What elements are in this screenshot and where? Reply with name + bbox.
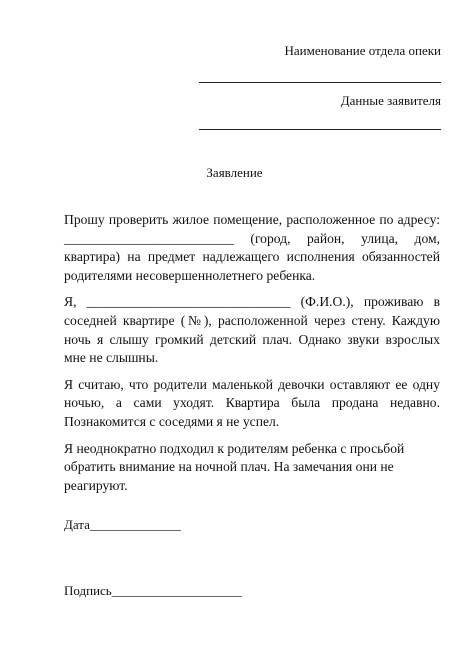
date-field: Дата______________: [64, 517, 181, 532]
applicant-label: Данные заявителя: [340, 93, 441, 108]
department-label: Наименование отдела опеки: [284, 43, 441, 58]
applicant-fill-line: [199, 129, 441, 130]
paragraph-attempts: Я неоднократно подходил к родителям ребенка с просьбой обратить внимание на ночной плач. На замечания они не реагируют.: [64, 440, 405, 493]
paragraph-opinion: Я считаю, что родители маленькой девочки оставляют ее одну ночью, а сами уходят. Квартира была продана недавно. Познакомится с соседями я не успел.: [64, 376, 440, 429]
paragraph-request: Прошу проверить жилое помещение, расположенное по адресу: _________________________ (город, район, улица, дом, квартира) на предмет надлежащего исполнения обязанностей родителями несовершеннолетнего ребенка.: [64, 212, 440, 283]
document-title: Заявление: [206, 165, 263, 180]
document-body: [64, 211, 440, 503]
department-fill-line: [199, 82, 441, 83]
paragraph-applicant: Я, ______________________________ (Ф.И.О.), проживаю в соседней квартире (№), расположенной через стену. Каждую ночь я слышу громкий детский плач. Однако звуки взрослых мне не слышны.: [64, 294, 440, 366]
signature-field: Подпись____________________: [64, 583, 242, 598]
